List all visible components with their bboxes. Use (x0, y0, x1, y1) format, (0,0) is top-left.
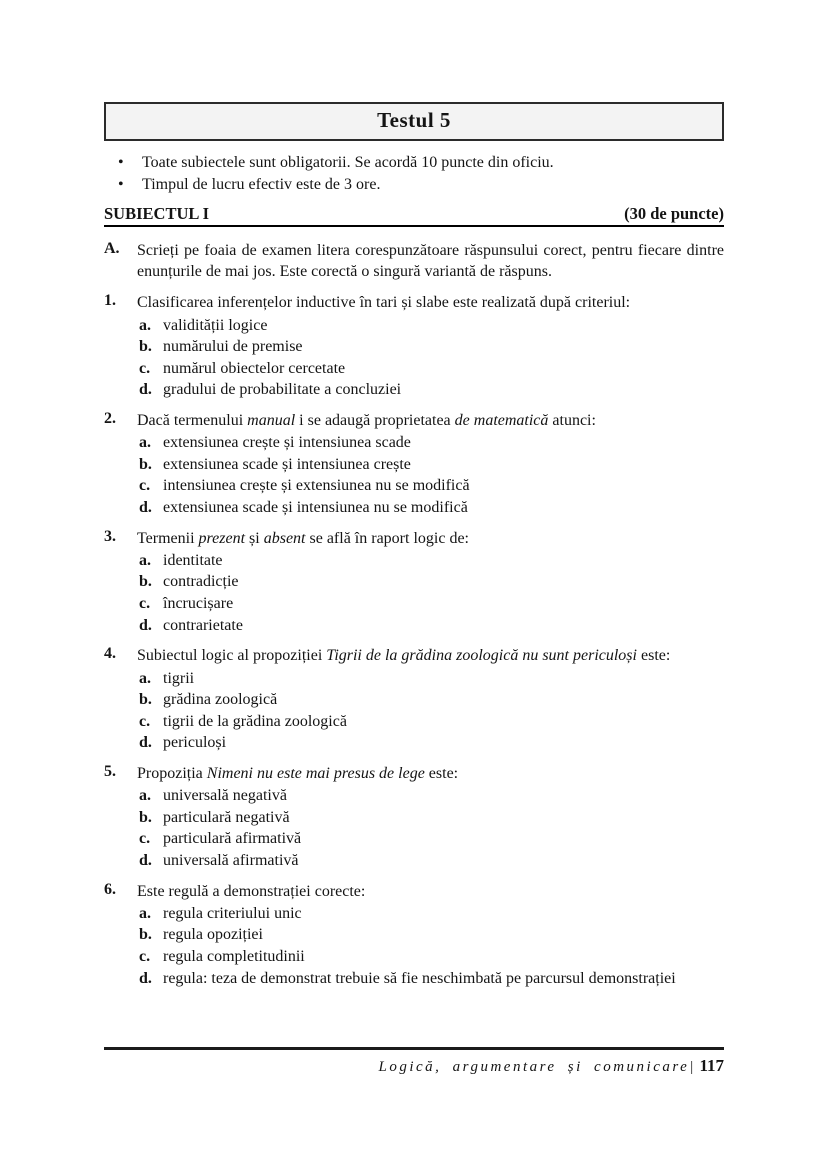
answer-option (137, 571, 724, 593)
stem-segment: se află în raport logic de: (305, 529, 469, 547)
question-body (137, 292, 724, 401)
answer-option (137, 903, 724, 925)
answer-option (137, 497, 724, 519)
option-letter: d. (139, 734, 152, 752)
option-text: tigrii (163, 669, 195, 687)
instruction-text: Toate subiectele sunt obligatorii. Se acordă 10 puncte din oficiu. (142, 154, 554, 171)
option-letter: d. (139, 851, 152, 869)
title-box (104, 102, 724, 141)
answer-option (137, 615, 724, 637)
question-options (137, 785, 724, 871)
footer-separator: | (689, 1059, 694, 1075)
option-letter: d. (139, 381, 152, 399)
option-letter: c. (139, 359, 151, 377)
question-stem (137, 410, 724, 431)
part-a-text: Scrieți pe foaia de examen litera corespunzătoare răspunsului corect, pentru fiecare dintre enunțurile de mai jos. Este corectă o singură variantă de răspuns. (137, 241, 724, 281)
option-text: regula opoziției (163, 926, 263, 944)
question-body (137, 410, 724, 519)
option-letter: b. (139, 338, 152, 356)
question-body (137, 645, 724, 754)
answer-option (137, 968, 724, 990)
page-content (104, 102, 724, 998)
answer-option (137, 550, 724, 572)
question-body (137, 881, 724, 990)
option-text: universală afirmativă (163, 851, 299, 869)
question-body (137, 763, 724, 872)
option-letter: d. (139, 499, 152, 516)
stem-segment: Propoziția (137, 764, 207, 782)
instruction-item (118, 174, 724, 196)
answer-option (137, 732, 724, 754)
question-stem (137, 881, 724, 902)
stem-segment: Subiectul logic al propoziției (137, 647, 327, 665)
option-text: universală negativă (163, 787, 287, 805)
option-text: regula: teza de demonstrat trebuie să fie neschimbată pe parcursul demonstrației (163, 969, 676, 987)
stem-segment: Dacă termenului (137, 411, 248, 429)
question-number: 5. (104, 762, 116, 780)
stem-segment: absent (263, 529, 306, 547)
option-text: extensiunea crește și intensiunea scade (163, 434, 411, 452)
option-letter: a. (139, 316, 151, 334)
option-letter: b. (139, 808, 152, 826)
page-title: Testul 5 (377, 108, 451, 132)
question (104, 410, 724, 519)
bullet-icon (118, 174, 142, 196)
answer-option (137, 315, 724, 337)
question-options (137, 668, 724, 754)
instructions-list (104, 152, 724, 197)
stem-segment: este: (424, 764, 459, 782)
questions (104, 292, 724, 989)
answer-option (137, 336, 724, 358)
stem-segment: atunci: (548, 411, 596, 429)
instruction-item (118, 152, 724, 174)
option-text: contrarietate (163, 616, 243, 634)
answer-option (137, 475, 724, 497)
option-text: contradicție (163, 573, 239, 591)
option-letter: c. (139, 830, 151, 848)
stem-segment: este: (636, 647, 671, 665)
option-letter: a. (139, 669, 151, 687)
option-text: validității logice (163, 316, 268, 334)
option-text: particulară negativă (163, 808, 290, 826)
answer-option (137, 785, 724, 807)
option-text: extensiunea scade și intensiunea nu se modifică (163, 499, 468, 516)
option-letter: a. (139, 787, 151, 805)
question-body (137, 528, 724, 637)
question-options (137, 550, 724, 636)
question-options (137, 432, 724, 518)
stem-segment: Termenii (137, 529, 199, 547)
option-text: periculoși (163, 734, 227, 752)
answer-option (137, 807, 724, 829)
footer-rule (104, 1047, 724, 1050)
option-text: identitate (163, 551, 223, 569)
option-letter: b. (139, 573, 152, 591)
option-text: regula completitudinii (163, 947, 305, 965)
option-letter: d. (139, 969, 152, 987)
answer-option (137, 711, 724, 733)
footer-book-title: Logică, argumentare și comunicare (378, 1059, 690, 1075)
stem-segment: prezent (198, 529, 246, 547)
option-text: grădina zoologică (163, 691, 278, 709)
stem-segment: de matematică (454, 411, 549, 429)
stem-segment: manual (247, 411, 296, 429)
option-text: particulară afirmativă (163, 830, 302, 848)
question-stem (137, 292, 724, 313)
question (104, 292, 724, 401)
question-number: 1. (104, 292, 116, 310)
question-number: 4. (104, 645, 116, 663)
option-text: gradului de probabilitate a concluziei (163, 381, 402, 399)
option-letter: c. (139, 712, 151, 730)
question-options (137, 315, 724, 401)
option-text: încrucișare (163, 595, 234, 613)
option-text: regula criteriului unic (163, 904, 302, 922)
answer-option (137, 593, 724, 615)
option-letter: a. (139, 551, 151, 569)
answer-option (137, 828, 724, 850)
answer-option (137, 850, 724, 872)
stem-segment: Clasificarea inferențelor inductive în tari și slabe este realizată după criteriul: (137, 294, 631, 312)
option-text: intensiunea crește și extensiunea nu se modifică (163, 477, 470, 495)
option-letter: c. (139, 947, 151, 965)
option-letter: c. (139, 595, 151, 613)
option-text: numărul obiectelor cercetate (163, 359, 346, 377)
stem-segment: Nimeni nu este mai presus de lege (206, 764, 425, 782)
question-number: 3. (104, 527, 116, 545)
question-stem (137, 528, 724, 549)
option-letter: b. (139, 455, 152, 473)
question (104, 881, 724, 990)
question (104, 528, 724, 637)
answer-option (137, 358, 724, 380)
answer-option (137, 454, 724, 476)
question-options (137, 903, 724, 989)
part-a (104, 240, 724, 283)
option-letter: c. (139, 477, 151, 495)
option-text: tigrii de la grădina zoologică (163, 712, 347, 730)
option-text: extensiunea scade și intensiunea crește (163, 455, 411, 473)
footer-page-number: 117 (699, 1056, 724, 1075)
option-letter: b. (139, 926, 152, 944)
question-stem (137, 763, 724, 784)
answer-option (137, 689, 724, 711)
question-number: 6. (104, 880, 116, 898)
question-number: 2. (104, 409, 116, 427)
footer (104, 1056, 724, 1076)
answer-option (137, 946, 724, 968)
instruction-text: Timpul de lucru efectiv este de 3 ore. (142, 176, 381, 194)
answer-option (137, 379, 724, 401)
question-stem (137, 645, 724, 666)
option-letter: d. (139, 616, 152, 634)
stem-segment: i se adaugă proprietatea (295, 411, 455, 429)
option-letter: b. (139, 691, 152, 709)
option-text: numărului de premise (163, 338, 303, 356)
option-letter: a. (139, 434, 151, 452)
part-a-label: A. (104, 239, 120, 257)
bullet-icon (118, 152, 142, 174)
stem-segment: și (245, 529, 264, 547)
question (104, 763, 724, 872)
stem-segment: Este regulă a demonstrației corecte: (137, 882, 366, 900)
option-letter: a. (139, 904, 151, 922)
section-title: SUBIECTUL I (104, 203, 210, 223)
section-header (104, 204, 724, 227)
points-label: (30 de puncte) (624, 203, 724, 223)
answer-option (137, 924, 724, 946)
stem-segment: Tigrii de la grădina zoologică nu sunt periculoși (326, 647, 637, 665)
answer-option (137, 432, 724, 454)
question (104, 645, 724, 754)
answer-option (137, 668, 724, 690)
